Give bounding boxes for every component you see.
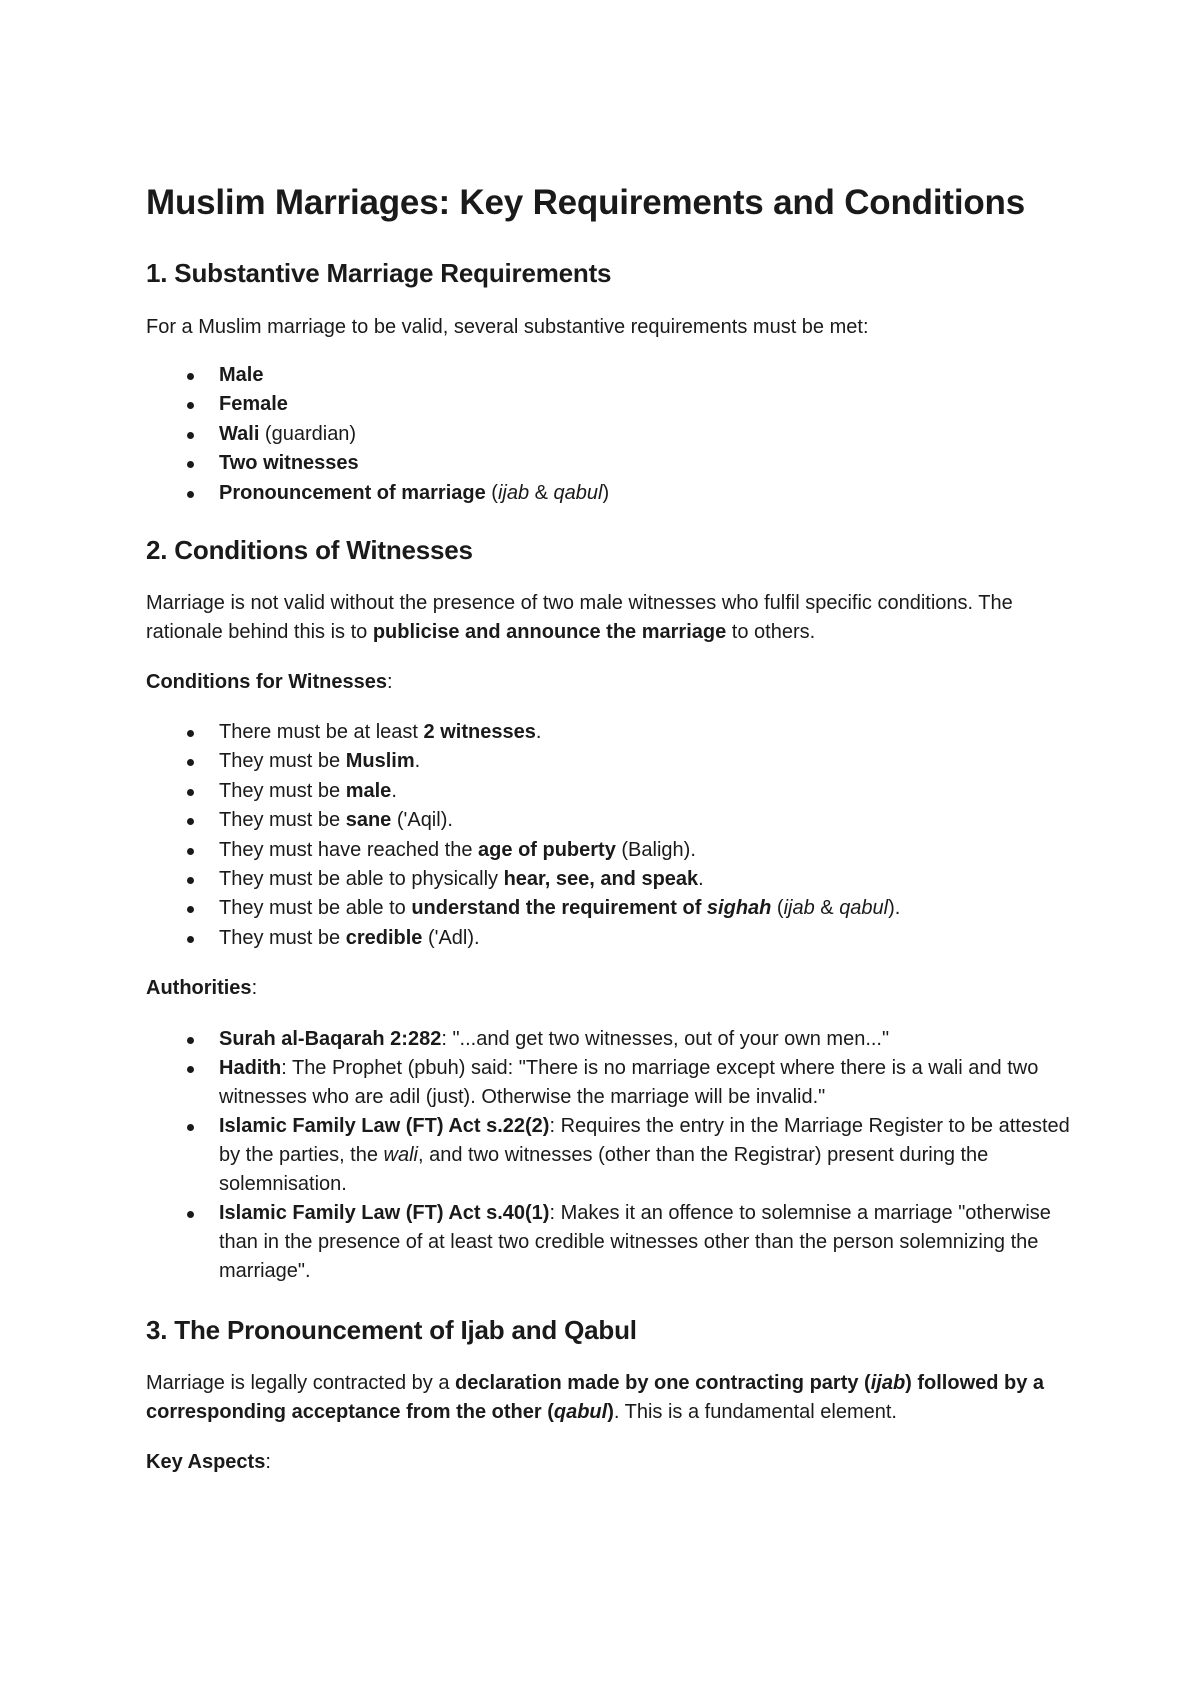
authorities-list [146,1025,1076,1286]
conditions-label: Conditions for Witnesses: [146,671,393,694]
list-item: They must be Muslim. [146,747,1076,776]
section-3-heading: 3. The Pronouncement of Ijab and Qabul [146,1315,637,1346]
section-2-heading: 2. Conditions of Witnesses [146,535,473,566]
list-item: Surah al-Baqarah 2:282: "...and get two witnesses, out of your own men..." [146,1025,1076,1054]
list-item: They must be male. [146,777,1076,806]
section-2-intro: Marriage is not valid without the presence of two male witnesses who fulfil specific conditions. The rationale behind this is to publicise and announce the marriage to others. [146,592,1013,644]
list-item: Pronouncement of marriage (ijab & qabul) [146,479,1076,508]
list-item: Islamic Family Law (FT) Act s.40(1): Makes it an offence to solemnise a marriage "otherwise than in the presence of at least two credible witnesses other than the person solemnizing the marriage". [146,1199,1076,1286]
list-item: Female [146,390,1076,419]
list-item: Islamic Family Law (FT) Act s.22(2): Requires the entry in the Marriage Register to be attested by the parties, the wali, and two witnesses (other than the Registrar) present during the solemnisation. [146,1112,1076,1199]
section-1-heading: 1. Substantive Marriage Requirements [146,258,612,288]
list-item: They must be sane ('Aqil). [146,806,1076,835]
list-item: Wali (guardian) [146,420,1076,449]
list-item: Male [146,361,1076,390]
key-aspects-label: Key Aspects: [146,1451,271,1474]
document-title: Muslim Marriages: Key Requirements and Conditions [146,183,1025,222]
section-1-intro: For a Muslim marriage to be valid, several substantive requirements must be met: [146,316,869,338]
list-item: Hadith: The Prophet (pbuh) said: "There is no marriage except where there is a wali and two witnesses who are adil (just). Otherwise the marriage will be invalid." [146,1054,1076,1112]
list-item: There must be at least 2 witnesses. [146,718,1076,747]
authorities-label: Authorities: [146,977,258,1000]
list-item: They must be able to physically hear, see, and speak. [146,865,1076,894]
conditions-list [146,718,1076,953]
list-item: Two witnesses [146,449,1076,478]
requirements-list [146,361,1076,508]
list-item: They must be credible ('Adl). [146,924,1076,953]
list-item: They must be able to understand the requirement of sighah (ijab & qabul). [146,894,1076,923]
section-3-intro: Marriage is legally contracted by a declaration made by one contracting party (ijab) followed by a corresponding acceptance from the other (qabul). This is a fundamental element. [146,1372,1045,1424]
document-content [146,160,1076,1477]
list-item: They must have reached the age of puberty (Baligh). [146,836,1076,865]
